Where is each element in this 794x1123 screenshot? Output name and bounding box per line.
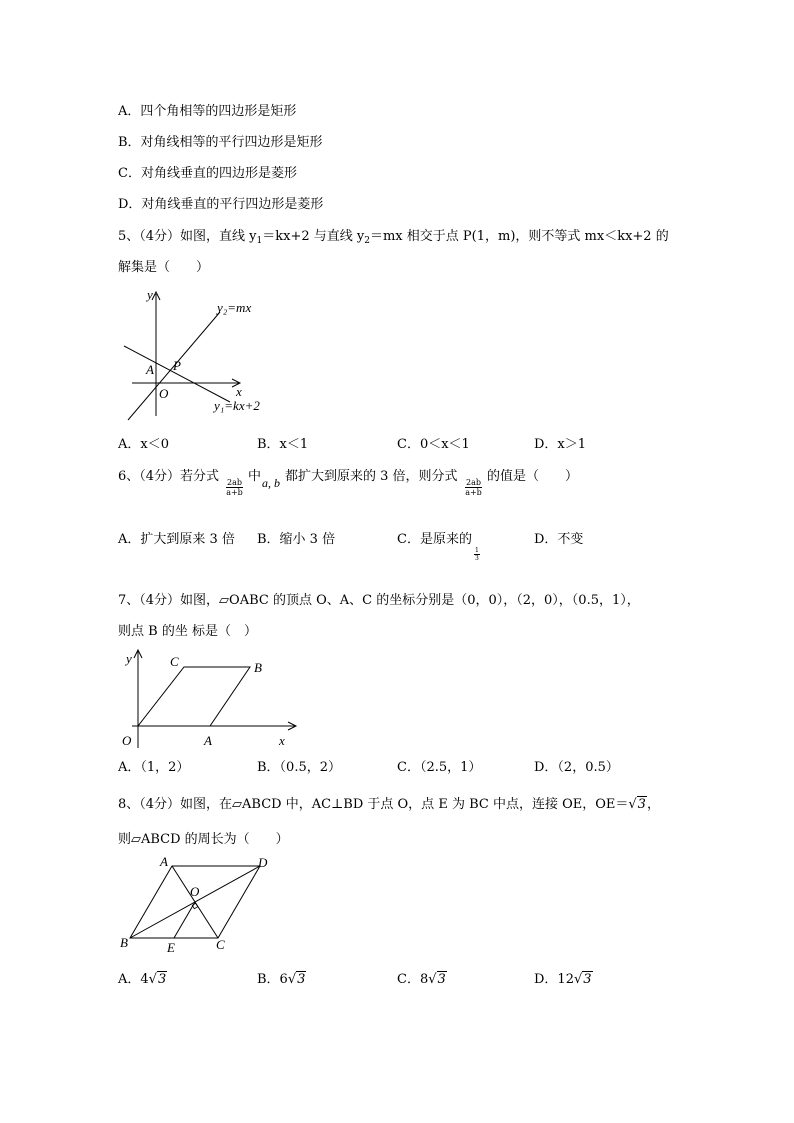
q8-d-label: D xyxy=(258,855,268,870)
q6-fraction-1-den: a+b xyxy=(226,488,243,497)
q8-option-a xyxy=(118,972,167,988)
q8-option-d xyxy=(534,972,593,988)
q6-option-c-fraction xyxy=(474,547,480,562)
q8-option-d-radicand: 3 xyxy=(583,972,592,987)
q8-option-a-sqrt: √3 xyxy=(148,972,167,987)
q6-option-a: A．扩大到原来 3 倍 xyxy=(118,532,235,547)
q7-y-label: y xyxy=(126,651,132,666)
q8-stem-text: 8、（4分）如图，在▱ABCD 中，AC⊥BD 于点 O，点 E 为 BC 中点，连接 OE，OE＝ xyxy=(118,797,629,812)
q8-option-d-sqrt: √3 xyxy=(573,972,592,987)
q8-option-d-prefix: D．12 xyxy=(534,972,574,987)
q8-option-c-prefix: C．8 xyxy=(397,972,429,987)
q8-option-b-radicand: 3 xyxy=(297,972,306,987)
q7-a-label: A xyxy=(204,733,212,748)
q7-stem-line1: 7、（4分）如图，▱OABC 的顶点 O、A、C 的坐标分别是（0，0），（2，0），（0.5，1）， xyxy=(118,593,640,608)
q6-fraction-2-num: 2ab xyxy=(466,478,481,487)
q5-origin-label: O xyxy=(159,386,169,401)
q6-stem-d: 的值是（ ） xyxy=(487,469,579,484)
q7-option-b: B．（0.5，2） xyxy=(257,760,341,775)
q7-c-label: C xyxy=(170,654,179,669)
q5-option-d: D．x＞1 xyxy=(534,437,587,452)
q8-o-label: O xyxy=(190,884,200,899)
q7-b-label: B xyxy=(254,660,262,675)
q4-option-b: B．对角线相等的平行四边形是矩形 xyxy=(118,135,323,150)
q5-figure xyxy=(118,288,278,420)
q8-c-label: C xyxy=(216,937,225,952)
q5-stem xyxy=(118,229,669,249)
q8-option-b-sqrt: √3 xyxy=(287,972,306,987)
q5-sub-1: 1 xyxy=(256,236,263,246)
q5-y-label: y xyxy=(147,287,153,302)
q5-line2-label: y₂=mx xyxy=(217,300,252,315)
q7-figure xyxy=(118,648,300,750)
q8-option-c-radicand: 3 xyxy=(437,972,446,987)
q7-o-label: O xyxy=(122,733,132,748)
q5-option-a: A．x＜0 xyxy=(118,437,169,452)
q8-option-a-prefix: A．4 xyxy=(118,972,149,987)
q6-fraction-2-den: a+b xyxy=(465,488,482,497)
q6-option-c-fraction-den: 3 xyxy=(475,555,479,562)
q8-stem-end: ， xyxy=(646,797,660,812)
q8-option-b-prefix: B．6 xyxy=(257,972,288,987)
q6-option-b: B．缩小 3 倍 xyxy=(257,532,336,547)
q5-x-label: x xyxy=(236,384,242,399)
q8-a-label: A xyxy=(160,854,168,869)
q5-sub-2: 2 xyxy=(364,236,370,246)
q7-x-label: x xyxy=(279,733,285,748)
q8-option-c-sqrt: √3 xyxy=(428,972,446,987)
q8-sqrt: √3 xyxy=(628,797,646,812)
q7-option-a: A．（1，2） xyxy=(118,760,190,775)
q6-fraction-2 xyxy=(465,478,482,497)
q8-e-label: E xyxy=(167,940,175,955)
q5-line1-label: y₁=kx+2 xyxy=(214,398,260,413)
q6-option-c-fraction-num: 1 xyxy=(475,547,479,554)
q4-option-a: A．四个角相等的四边形是矩形 xyxy=(118,104,297,119)
q5-point-p-label: P xyxy=(173,358,181,373)
q6-vars: a, b xyxy=(262,476,280,490)
q6-option-d: D．不变 xyxy=(534,532,584,547)
q6-fraction-1 xyxy=(226,478,243,497)
q5-option-b: B．x＜1 xyxy=(257,437,309,452)
q4-option-d: D．对角线垂直的平行四边形是菱形 xyxy=(118,197,324,212)
q8-sqrt-radicand: 3 xyxy=(637,797,646,812)
q8-option-c xyxy=(397,972,447,988)
q7-option-c: C．（2.5，1） xyxy=(397,760,482,775)
q5-stem-part-a: 5、（4分）如图，直线 y xyxy=(118,229,257,244)
q5-stem-part-c: ＝mx 相交于点 P(1，m)，则不等式 mx＜kx+2 的 xyxy=(369,229,669,244)
q5-stem-part-b: ＝kx+2 与直线 y xyxy=(262,229,365,244)
q5-point-a-label: A xyxy=(146,362,154,377)
q8-stem-line1 xyxy=(118,797,660,813)
q5-option-c: C．0＜x＜1 xyxy=(397,437,470,452)
q7-stem-line2: 则点 B 的坐 标是（ ） xyxy=(118,624,257,639)
q7-option-d: D．（2，0.5） xyxy=(534,760,619,775)
q6-option-c: C．是原来的 xyxy=(397,532,472,547)
q8-stem-line2: 则▱ABCD 的周长为（ ） xyxy=(118,832,289,847)
q5-stem-line2: 解集是（ ） xyxy=(118,260,210,275)
q4-option-c: C．对角线垂直的四边形是菱形 xyxy=(118,166,297,181)
q6-stem-c: 都扩大到原来的 3 倍，则分式 xyxy=(285,469,458,484)
q8-option-b xyxy=(257,972,306,988)
q8-figure xyxy=(118,854,278,958)
q6-fraction-1-num: 2ab xyxy=(227,478,242,487)
q6-stem-b: 中 xyxy=(248,469,262,484)
q8-option-a-radicand: 3 xyxy=(157,972,167,987)
q6-stem-a: 6、（4分）若分式 xyxy=(118,469,220,484)
q8-b-label: B xyxy=(120,935,128,950)
